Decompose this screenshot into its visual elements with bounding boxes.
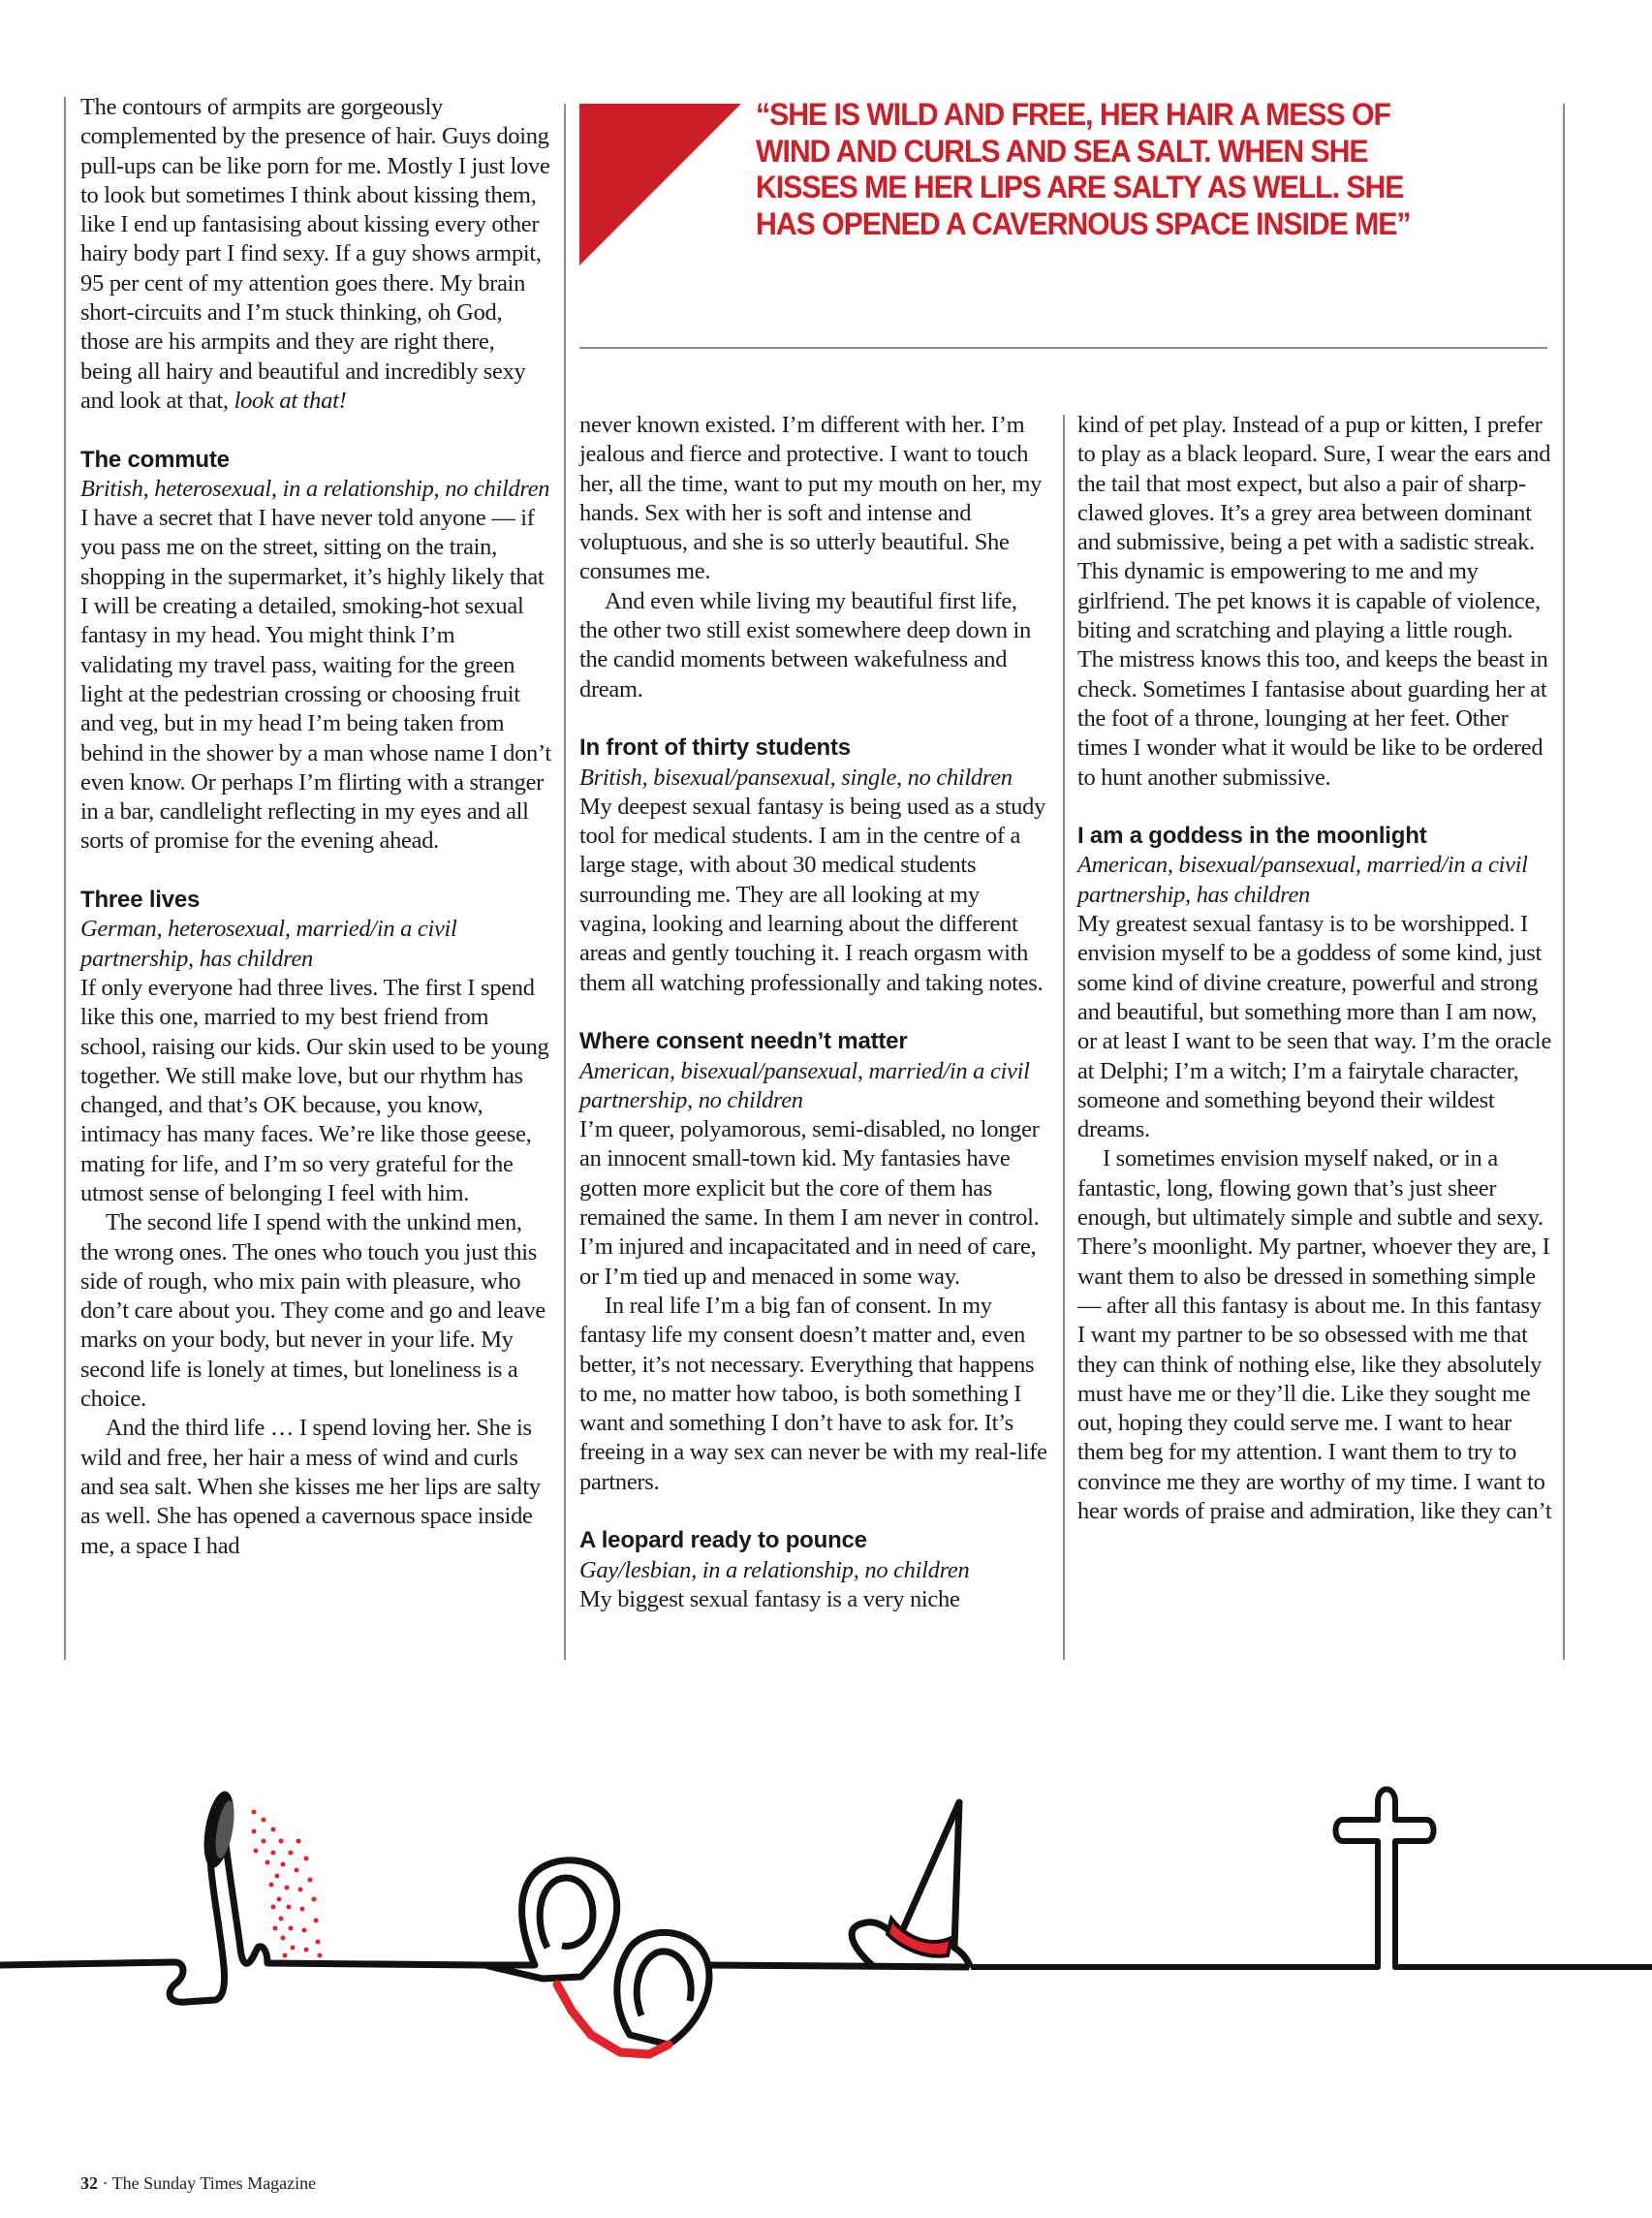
section-title-consent: Where consent needn’t matter bbox=[579, 1028, 908, 1055]
body-paragraph: And even while living my beautiful first life, the other two still exist somewhere deep down in the candid moments between wakefulness and dream. bbox=[579, 587, 1031, 703]
body-paragraph: The second life I spend with the unkind men, the wrong ones. The ones who touch you just this side of rough, who mix pain with pleasure, who don’t care about you. They come and go and leave marks on your body, but never in your life. My second life is lonely at times, but loneliness is a choice. bbox=[80, 1209, 545, 1413]
cone-hat-icon bbox=[852, 1802, 971, 1967]
pull-quote-line: WIND AND CURLS AND SEA SALT. WHEN SHE bbox=[756, 133, 1368, 169]
middle-column bbox=[579, 411, 1050, 1614]
footer-separator: · bbox=[98, 2173, 112, 2193]
section-meta: American, bisexual/pansexual, married/in a civil partnership, has children bbox=[1077, 852, 1528, 908]
body-paragraph: If only everyone had three lives. The first I spend like this one, married to my best friend from school, raising our kids. Our skin used to be young together. We still make love, but our rhythm has changed, and that’s OK because, you know, intimacy has many faces. We’re like those geese, mating for life, and I’m so very grateful for the utmost sense of belonging I feel with him. bbox=[80, 974, 549, 1206]
right-column-rule-inner bbox=[1063, 415, 1065, 1660]
section-meta: British, heterosexual, in a relationship, no children bbox=[80, 475, 550, 502]
body-paragraph: I’m queer, polyamorous, semi-disabled, no longer an innocent small-town kid. My fantasies have gotten more explicit but the core of them has remained the same. In them I am never in control. I’m injured and incapacitated and in need of care, or I’m tied up and menaced in some way. bbox=[579, 1116, 1040, 1290]
body-paragraph: My deepest sexual fantasy is being used as a study tool for medical students. I am in the centre of a large stage, with about 30 medical students surrounding me. They are all looking at my vagina, looking and learning about the different areas and gently touching it. I reach orgasm with them all watching professionally and taking notes. bbox=[579, 793, 1046, 996]
section-title-commute: The commute bbox=[80, 446, 230, 473]
section-meta: American, bisexual/pansexual, married/in a civil partnership, no children bbox=[579, 1057, 1030, 1113]
right-column-rule-outer bbox=[1563, 104, 1565, 1660]
body-paragraph: kind of pet play. Instead of a pup or kitten, I prefer to play as a black leopard. Sure, I wear the ears and the tail that most expect, but also a pair of sharp-clawed gloves. It’s a grey area between dominant and submissive, being a pet with a sadistic streak. This dynamic is empowering to me and my girlfriend. The pet knows it is capable of violence, biting and scratching and playing a little rough. The mistress knows this too, and keeps the beast in check. Sometimes I fantasise about guarding her at the foot of a throne, lounging at her feet. Other times I wonder what it would be like to be ordered to hunt another submissive. bbox=[1077, 412, 1551, 791]
publication-name: The Sunday Times Magazine bbox=[111, 2173, 317, 2193]
right-column bbox=[1077, 411, 1552, 1526]
section-meta: German, heterosexual, married/in a civil partnership, has children bbox=[80, 916, 457, 972]
page-number: 32 bbox=[80, 2173, 98, 2193]
red-triangle-icon bbox=[579, 104, 744, 268]
intro-paragraph: The contours of armpits are gorgeously complemented by the presence of hair. Guys doing pull-ups can be like porn for me. Mostly I just love to look but sometimes I think about kissing them, like I end up fantasising about kissing every other hairy body part I find sexy. If a guy shows armpit, 95 per cent of my attention goes there. My brain short-circuits and I’m stuck thinking, oh God, those are his armpits and they are right there, being all hairy and beautiful and incredibly sexy and look at that, look at that! bbox=[80, 94, 550, 414]
section-meta: British, bisexual/pansexual, single, no children bbox=[579, 764, 1013, 791]
body-paragraph: My biggest sexual fantasy is a very niche bbox=[579, 1585, 960, 1612]
section-title-goddess: I am a goddess in the moonlight bbox=[1077, 823, 1427, 850]
body-paragraph: In real life I’m a big fan of consent. In my fantasy life my consent doesn’t matter and, even better, it’s not necessary. Everything that happens to me, no matter how taboo, is both something I want and something I don’t have to ask for. It’s freeing in a way sex can never be with my real-life partners. bbox=[579, 1292, 1047, 1495]
body-paragraph: I have a secret that I have never told anyone — if you pass me on the street, sitting on the train, shopping in the supermarket, it’s highly likely that I will be creating a detailed, smoking-hot sexual fantasy in my head. You might think I’m validating my travel pass, waiting for the green light at the pedestrian crossing or choosing fruit and veg, but in my head I’m being taken from behind in the shower by a man whose name I don’t even know. Or perhaps I’m flirting with a stranger in a bar, candlelight reflecting in my eyes and all sorts of promise for the evening ahead. bbox=[80, 505, 551, 855]
middle-column-rule bbox=[564, 104, 566, 1660]
section-title-three-lives: Three lives bbox=[80, 887, 201, 914]
pull-quote-line: HAS OPENED A CAVERNOUS SPACE INSIDE ME” bbox=[756, 205, 1411, 241]
pull-quote-line: KISSES ME HER LIPS ARE SALTY AS WELL. SHE bbox=[756, 170, 1404, 204]
intro-emphasis: look at that! bbox=[234, 387, 347, 414]
section-title-thirty-students: In front of thirty students bbox=[579, 734, 851, 762]
body-paragraph: And the third life … I spend loving her. She is wild and free, her hair a mess of wind and curls and sea salt. When she kisses me her lips are salty as well. She has opened a cavernous space inside me, a space I had bbox=[80, 1415, 541, 1559]
line-illustration bbox=[0, 1773, 1652, 2093]
page-footer bbox=[80, 2173, 316, 2194]
body-paragraph: I sometimes envision myself naked, or in a fantastic, long, flowing gown that’s just sheer enough, but ultimately simple and subtle and sexy. There’s moonlight. My partner, whoever they are, I want them to also be dressed in something simple — after all this fantasy is about me. In this fantasy I want my partner to be so obsessed with me that they can think of nothing else, like they absolutely must have me or they’ll die. Like they sought me out, hoping they could serve me. I want to hear them beg for my attention. I want them to try to convince me they are worthy of my time. I want to hear words of praise and admiration, like they can’t bbox=[1077, 1145, 1552, 1524]
section-title-leopard: A leopard ready to pounce bbox=[579, 1527, 867, 1554]
left-column-rule bbox=[64, 97, 66, 1660]
body-paragraph: My greatest sexual fantasy is to be worshipped. I envision myself to be a goddess of some kind, just some kind of divine creature, powerful and strong and beautiful, but something more than I am now, or at least I want to be seen that way. I’m the oracle at Delphi; I’m a witch; I’m a fairytale character, someone and something beyond their wildest dreams. bbox=[1077, 911, 1552, 1143]
pull-quote-line: “SHE IS WILD AND FREE, HER HAIR A MESS OF bbox=[756, 97, 1390, 132]
pull-quote bbox=[756, 97, 1495, 242]
handcuffs-icon bbox=[484, 1860, 969, 2045]
section-meta: Gay/lesbian, in a relationship, no children bbox=[579, 1556, 970, 1583]
cross-icon bbox=[971, 1790, 1652, 1968]
left-column bbox=[80, 93, 551, 1561]
body-paragraph: never known existed. I’m different with her. I’m jealous and fierce and protective. I want to touch her, all the time, want to put my mouth on her, my hands. Sex with her is soft and intense and voluptuous, and she is so utterly beautiful. She consumes me. bbox=[579, 412, 1043, 585]
pull-quote-rule bbox=[579, 347, 1547, 349]
